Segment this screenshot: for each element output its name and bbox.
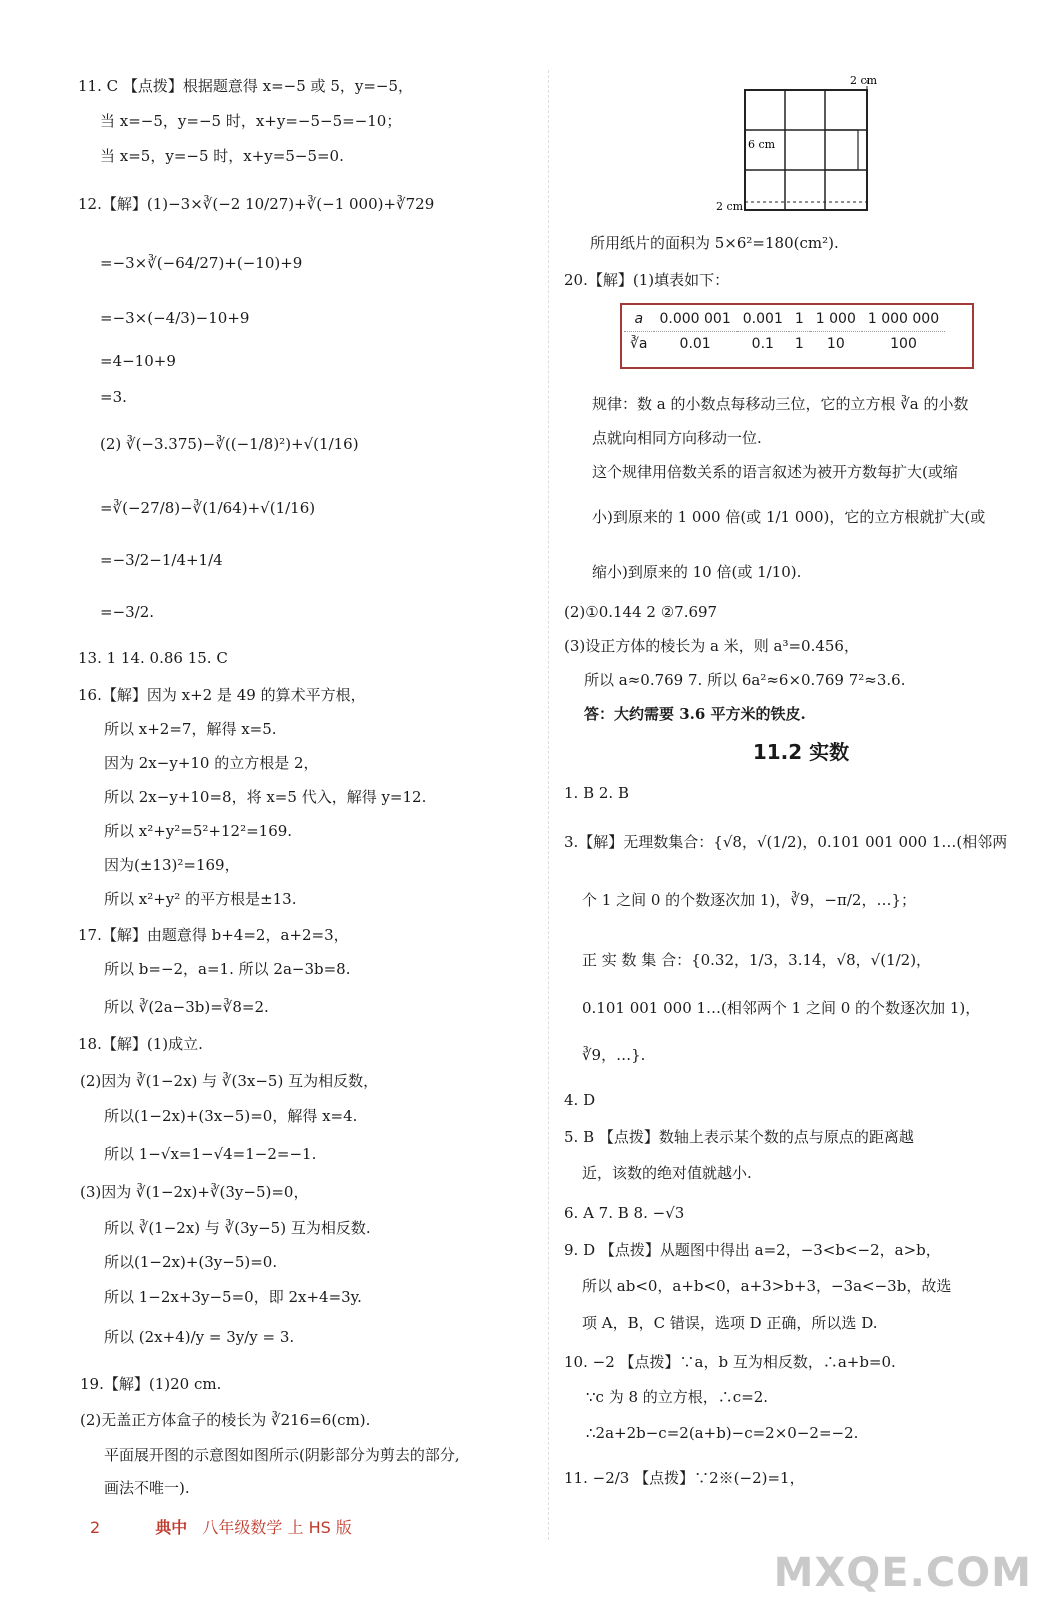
table-row	[624, 307, 945, 332]
answer-line: 这个规律用倍数关系的语言叙述为被开方数每扩大(或缩	[592, 463, 958, 481]
answer-line: 所以 a≈0.769 7. 所以 6a²≈6×0.769 7²≈3.6.	[584, 671, 906, 689]
table-cell: 1 000 000	[867, 311, 940, 327]
answer-line: 因为(±13)²=169，	[104, 856, 240, 874]
table-cell: 0.01	[679, 336, 711, 352]
table-cell: 0.1	[751, 336, 774, 352]
answer-line: (2)无盖正方体盒子的棱长为 ∛216=6(cm).	[80, 1411, 371, 1429]
figure-label-mid: 6 cm	[748, 138, 776, 151]
watermark: MXQE.COM	[773, 1550, 1032, 1596]
answer-line: (3)设正方体的棱长为 a 米，则 a³=0.456，	[564, 637, 859, 655]
answer-line: 所以 ∛(1−2x) 与 ∛(3y−5) 互为相反数.	[104, 1219, 371, 1237]
answer-line: =−3×(−4/3)−10+9	[100, 309, 250, 327]
section-title: 11.2 实数	[752, 740, 850, 764]
answer-line: 0.101 001 000 1…(相邻两个 1 之间 0 的个数逐次加 1)，	[582, 999, 981, 1017]
answer-line: 所以 x²+y²=5²+12²=169.	[104, 822, 293, 840]
answer-line: 项 A，B，C 错误，选项 D 正确，所以选 D.	[582, 1314, 878, 1332]
answer-line: 11. −2/3 【点拨】∵2※(−2)=1，	[564, 1469, 805, 1487]
answer-line: 所以 1−√x=1−√4=1−2=−1.	[104, 1145, 317, 1163]
answer-line: 所以 (2x+4)/y = 3y/y = 3.	[104, 1328, 295, 1346]
answer-line: (2) ∛(−3.375)−∛((−1/8)²)+√(1/16)	[100, 435, 359, 453]
answer-line: 所以 b=−2，a=1. 所以 2a−3b=8.	[104, 960, 351, 978]
answer-line: =−3/2−1/4+1/4	[100, 551, 223, 569]
answer-line: =3.	[100, 388, 127, 406]
answer-line: 因为 2x−y+10 的立方根是 2，	[104, 754, 319, 772]
answer-line: 18.【解】(1)成立.	[78, 1035, 203, 1053]
answer-line: =−3×∛(−64/27)+(−10)+9	[100, 254, 303, 272]
answer-line: 画法不唯一).	[104, 1479, 190, 1497]
answer-line: 19.【解】(1)20 cm.	[80, 1375, 222, 1393]
answer-line: 小)到原来的 1 000 倍(或 1/1 000)，它的立方根就扩大(或	[592, 508, 986, 526]
answer-line: 当 x=5，y=−5 时，x+y=5−5=0.	[100, 147, 344, 165]
box-net-figure	[716, 72, 990, 222]
answer-line: ∵c 为 8 的立方根，∴c=2.	[586, 1388, 769, 1406]
table-cell: a	[634, 311, 644, 327]
answer-line: 4. D	[564, 1091, 596, 1109]
answer-line: 11. C 【点拨】根据题意得 x=−5 或 5，y=−5，	[78, 77, 414, 95]
table-cell: 100	[890, 336, 917, 352]
answer-line: 所以(1−2x)+(3y−5)=0.	[104, 1253, 278, 1271]
cube-root-table	[624, 307, 945, 356]
table-cell: 0.000 001	[659, 311, 731, 327]
answer-line: 缩小)到原来的 10 倍(或 1/10).	[592, 563, 802, 581]
answer-line: 所用纸片的面积为 5×6²=180(cm²).	[590, 234, 839, 252]
answer-line: 所以 ∛(2a−3b)=∛8=2.	[104, 998, 269, 1016]
page-footer	[90, 1515, 352, 1538]
column-divider	[548, 70, 549, 1540]
answer-line: 个 1 之间 0 的个数逐次加 1)，∛9，−π/2，…}；	[582, 891, 916, 909]
answer-line: 1. B 2. B	[564, 784, 629, 802]
brand-logo: 典中	[155, 1518, 188, 1537]
answer-line: 所以 ab<0，a+b<0，a+3>b+3，−3a<−3b，故选	[582, 1277, 952, 1295]
answer-line: 答：大约需要 3.6 平方米的铁皮.	[584, 705, 806, 723]
answer-line: 点就向相同方向移动一位.	[592, 429, 762, 447]
answer-line: 17.【解】由题意得 b+4=2，a+2=3，	[78, 926, 349, 944]
answer-line: 规律：数 a 的小数点每移动三位，它的立方根 ∛a 的小数	[592, 395, 969, 413]
answer-line: 20.【解】(1)填表如下：	[564, 271, 730, 289]
answer-line: (2)①0.144 2 ②7.697	[564, 603, 718, 621]
table-cell: 0.001	[742, 311, 783, 327]
answer-line: 12.【解】(1)−3×∛(−2 10/27)+∛(−1 000)+∛729	[78, 195, 435, 213]
answer-line: 正 实 数 集 合：{0.32，1/3，3.14̇，√8，√(1/2)，	[582, 951, 932, 969]
answer-line: 5. B 【点拨】数轴上表示某个数的点与原点的距离越	[564, 1128, 914, 1146]
answer-line: 所以 x²+y² 的平方根是±13.	[104, 890, 297, 908]
answer-line: 所以(1−2x)+(3x−5)=0，解得 x=4.	[104, 1107, 358, 1125]
answer-line: 3.【解】无理数集合：{√8，√(1/2)，0.101 001 000 1…(相邻两	[564, 833, 1008, 851]
figure-label-top: 2 cm	[850, 74, 878, 87]
answer-line: 16.【解】因为 x+2 是 49 的算术平方根，	[78, 686, 366, 704]
book-title: 八年级数学 上 HS 版	[202, 1518, 352, 1537]
answer-line: =4−10+9	[100, 352, 176, 370]
answer-line: 当 x=−5，y=−5 时，x+y=−5−5=−10；	[100, 112, 402, 130]
answer-line: ∴2a+2b−c=2(a+b)−c=2×0−2=−2.	[586, 1424, 859, 1442]
answer-line: 平面展开图的示意图如图所示(阴影部分为剪去的部分,	[104, 1446, 460, 1464]
answer-line: =−3/2.	[100, 603, 155, 621]
table-cell: 10	[826, 336, 845, 352]
answer-line: 6. A 7. B 8. −√3	[564, 1204, 685, 1222]
answer-line: 所以 1−2x+3y−5=0，即 2x+4=3y.	[104, 1288, 362, 1306]
answer-line: 所以 2x−y+10=8，将 x=5 代入，解得 y=12.	[104, 788, 427, 806]
table-cell: 1	[794, 336, 804, 352]
answer-line: 9. D 【点拨】从题图中得出 a=2，−3<b<−2，a>b，	[564, 1241, 941, 1259]
answer-line: 13. 1 14. 0.86 15. C	[78, 649, 228, 667]
answer-line: 所以 x+2=7，解得 x=5.	[104, 720, 277, 738]
answer-line: (3)因为 ∛(1−2x)+∛(3y−5)=0，	[80, 1183, 309, 1201]
figure-label-bottom: 2 cm	[716, 200, 744, 213]
table-row	[624, 332, 945, 357]
answer-line: (2)因为 ∛(1−2x) 与 ∛(3x−5) 互为相反数，	[80, 1072, 379, 1090]
table-cell: ∛a	[630, 336, 648, 352]
answer-line: 近，该数的绝对值就越小.	[582, 1164, 752, 1182]
page-number: 2	[90, 1518, 101, 1537]
answer-line: 10. −2 【点拨】∵a，b 互为相反数，∴a+b=0.	[564, 1353, 896, 1371]
answer-line: =∛(−27/8)−∛(1/64)+√(1/16)	[100, 499, 316, 517]
answer-line: ∛9，…}.	[582, 1046, 646, 1064]
table-cell: 1 000	[815, 311, 856, 327]
table-cell: 1	[794, 311, 804, 327]
